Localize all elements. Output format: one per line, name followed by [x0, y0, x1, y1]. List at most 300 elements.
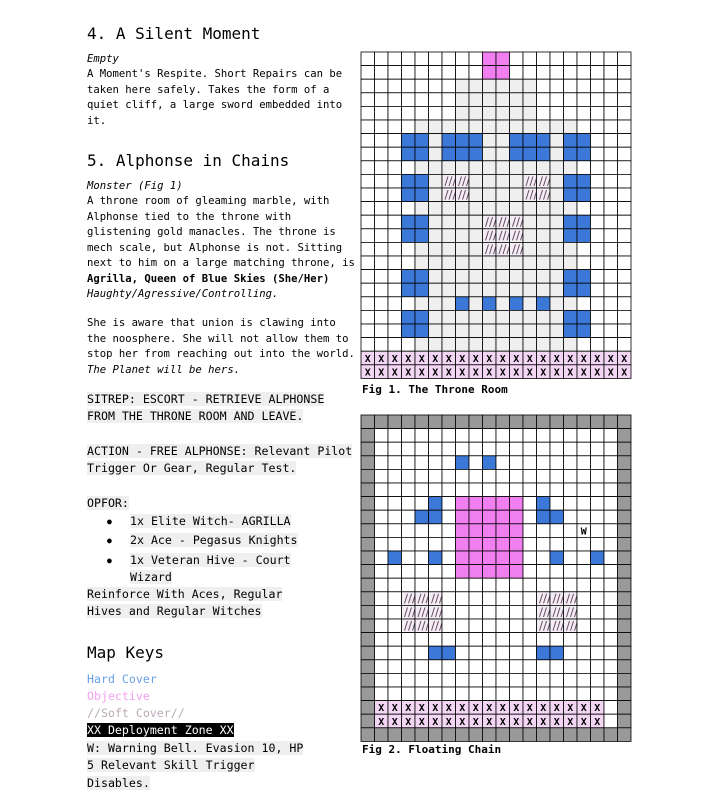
floor-cell	[496, 93, 510, 107]
map-cell	[550, 79, 564, 93]
map-cell	[469, 687, 483, 701]
map-cell	[510, 633, 524, 647]
map-cell	[375, 551, 389, 565]
map-cell	[456, 660, 470, 674]
hard-cover-cell	[550, 646, 564, 660]
hard-cover-cell	[415, 188, 429, 202]
map-cell	[388, 161, 402, 175]
map-cell	[523, 619, 537, 633]
map-cell	[361, 161, 375, 175]
border-cell	[469, 728, 483, 742]
map-cell	[442, 442, 456, 456]
map-cell	[577, 242, 591, 256]
map-cell	[523, 497, 537, 511]
floor-cell	[483, 134, 497, 148]
map-cell	[388, 174, 402, 188]
map-cell	[510, 52, 524, 66]
deployment-mark: X	[405, 367, 412, 379]
floor-cell	[483, 338, 497, 352]
border-cell	[537, 728, 551, 742]
hard-cover-cell	[577, 283, 591, 297]
hard-cover-cell	[402, 188, 416, 202]
map-cell	[591, 52, 605, 66]
map-cell	[375, 242, 389, 256]
map-cell	[415, 687, 429, 701]
floor-cell	[429, 174, 443, 188]
map-cell	[523, 578, 537, 592]
map-cell	[415, 429, 429, 443]
hard-cover-cell	[564, 283, 578, 297]
map-cell	[402, 524, 416, 538]
border-cell	[361, 673, 375, 687]
map-cell	[375, 66, 389, 80]
border-cell	[361, 429, 375, 443]
floor-cell	[523, 215, 537, 229]
map-cell	[604, 174, 618, 188]
key-hard-cover: Hard Cover	[87, 672, 157, 686]
border-cell	[618, 646, 632, 660]
hard-cover-cell	[564, 174, 578, 188]
map-cell	[442, 537, 456, 551]
map-cell	[591, 93, 605, 107]
map-cell	[442, 619, 456, 633]
map-cell	[618, 270, 632, 284]
map-cell	[618, 106, 632, 120]
floor-cell	[550, 229, 564, 243]
deployment-mark: X	[499, 353, 506, 365]
map-cell	[510, 483, 524, 497]
floor-cell	[510, 270, 524, 284]
objective-cell	[510, 551, 524, 565]
floor-cell	[415, 202, 429, 216]
map-cell	[604, 188, 618, 202]
floor-cell	[496, 270, 510, 284]
map-cell	[537, 79, 551, 93]
border-cell	[618, 592, 632, 606]
map-cell	[604, 619, 618, 633]
map-cell	[618, 324, 632, 338]
map-cell	[604, 120, 618, 134]
map-cell	[604, 134, 618, 148]
key-soft-cover: //Soft Cover//	[87, 706, 185, 720]
border-cell	[550, 728, 564, 742]
objective-cell	[469, 524, 483, 538]
map-cell	[604, 324, 618, 338]
map-cell	[564, 52, 578, 66]
floor-cell	[429, 188, 443, 202]
map-cell	[375, 297, 389, 311]
objective-cell	[496, 551, 510, 565]
map-cell	[496, 619, 510, 633]
map-cell	[415, 633, 429, 647]
border-cell	[618, 483, 632, 497]
map-cell	[577, 673, 591, 687]
map-cell	[388, 147, 402, 161]
deployment-mark: X	[391, 716, 398, 728]
floor-cell	[537, 338, 551, 352]
map-cell	[469, 605, 483, 619]
map-cell	[604, 256, 618, 270]
key-warning: W: Warning Bell. Evasion 10, HP 5 Relevant Skill Trigger Disables.	[87, 741, 304, 790]
map-cell	[388, 338, 402, 352]
border-cell	[361, 660, 375, 674]
map-cell	[618, 242, 632, 256]
floor-cell	[496, 79, 510, 93]
map-cell	[604, 297, 618, 311]
map-cell	[496, 673, 510, 687]
border-cell	[361, 701, 375, 715]
floor-cell	[442, 215, 456, 229]
floor-cell	[496, 161, 510, 175]
map-cell	[388, 283, 402, 297]
map-cell	[591, 310, 605, 324]
map-cell	[361, 174, 375, 188]
deployment-mark: X	[459, 716, 466, 728]
map-cell	[577, 592, 591, 606]
floor-cell	[456, 310, 470, 324]
deployment-mark: X	[499, 703, 506, 715]
border-cell	[591, 728, 605, 742]
objective-cell	[496, 510, 510, 524]
deployment-mark: X	[621, 353, 628, 365]
hard-cover-cell	[577, 134, 591, 148]
floor-cell	[550, 174, 564, 188]
map-cell	[375, 565, 389, 579]
floor-cell	[550, 297, 564, 311]
map-cell	[537, 456, 551, 470]
deployment-mark: X	[405, 716, 412, 728]
deployment-mark: X	[540, 716, 547, 728]
map-cell	[388, 52, 402, 66]
map-cell	[375, 578, 389, 592]
hard-cover-cell	[537, 510, 551, 524]
map-cell	[388, 229, 402, 243]
floor-cell	[537, 229, 551, 243]
map-cell	[442, 592, 456, 606]
map-cell	[591, 66, 605, 80]
map-cell	[402, 79, 416, 93]
character-name: Agrilla, Queen of Blue Skies (She/Her)	[87, 272, 330, 285]
map-cell	[469, 442, 483, 456]
map-cell	[591, 524, 605, 538]
map-cell	[577, 79, 591, 93]
deployment-mark: X	[621, 367, 628, 379]
deployment-mark: X	[418, 716, 425, 728]
throne-room-map	[360, 51, 632, 383]
floor-cell	[510, 283, 524, 297]
map-cell	[591, 215, 605, 229]
objective-cell	[510, 565, 524, 579]
objective-cell	[496, 565, 510, 579]
map-cell	[442, 469, 456, 483]
floor-cell	[456, 338, 470, 352]
map-cell	[577, 578, 591, 592]
map-cell	[564, 660, 578, 674]
map-cell	[375, 442, 389, 456]
floor-cell	[442, 161, 456, 175]
map-cell	[442, 93, 456, 107]
border-cell	[469, 415, 483, 429]
floor-cell	[496, 297, 510, 311]
map-cell	[361, 324, 375, 338]
border-cell	[496, 415, 510, 429]
floor-cell	[442, 242, 456, 256]
map-cell	[523, 592, 537, 606]
map-cell	[402, 578, 416, 592]
border-cell	[537, 415, 551, 429]
floor-cell	[496, 324, 510, 338]
map-cell	[429, 633, 443, 647]
map-cell	[604, 215, 618, 229]
floor-cell	[456, 202, 470, 216]
map-cell	[442, 456, 456, 470]
map-cell	[388, 106, 402, 120]
map-cell	[604, 283, 618, 297]
deployment-mark: X	[580, 716, 587, 728]
map-cell	[361, 134, 375, 148]
floor-cell	[442, 256, 456, 270]
floor-cell	[456, 256, 470, 270]
hard-cover-cell	[483, 456, 497, 470]
map-cell	[388, 215, 402, 229]
deployment-mark: X	[432, 716, 439, 728]
map-cell	[537, 565, 551, 579]
map-cell	[375, 633, 389, 647]
map-cell	[604, 66, 618, 80]
border-cell	[375, 415, 389, 429]
map-cell	[537, 106, 551, 120]
hard-cover-cell	[564, 215, 578, 229]
map-cell	[402, 469, 416, 483]
border-cell	[361, 646, 375, 660]
floor-cell	[442, 297, 456, 311]
map-cell	[523, 469, 537, 483]
hard-cover-cell	[591, 551, 605, 565]
border-cell	[577, 415, 591, 429]
map-cell	[388, 79, 402, 93]
floor-cell	[550, 270, 564, 284]
floor-cell	[537, 161, 551, 175]
map-cell	[591, 660, 605, 674]
map-cell	[577, 338, 591, 352]
map-cell	[550, 469, 564, 483]
border-cell	[496, 728, 510, 742]
map-cell	[375, 429, 389, 443]
map-cell	[415, 66, 429, 80]
map-cell	[456, 429, 470, 443]
floor-cell	[429, 134, 443, 148]
map-cell	[564, 565, 578, 579]
map-cell	[577, 161, 591, 175]
deployment-mark: X	[432, 353, 439, 365]
map-cell	[469, 52, 483, 66]
objective-cell	[483, 565, 497, 579]
map-cell	[510, 469, 524, 483]
map-cell	[388, 429, 402, 443]
map-cell	[415, 106, 429, 120]
deployment-mark: X	[526, 716, 533, 728]
floor-cell	[523, 283, 537, 297]
map-cell	[442, 79, 456, 93]
map-cell	[415, 469, 429, 483]
border-cell	[442, 415, 456, 429]
floor-cell	[550, 188, 564, 202]
floor-cell	[510, 106, 524, 120]
map-cell	[523, 605, 537, 619]
map-cell	[564, 93, 578, 107]
map-cell	[456, 619, 470, 633]
map-cell	[429, 456, 443, 470]
map-cell	[456, 469, 470, 483]
deployment-mark: X	[580, 367, 587, 379]
map-cell	[402, 256, 416, 270]
map-cell	[618, 256, 632, 270]
map-cell	[564, 429, 578, 443]
map-cell	[483, 578, 497, 592]
deployment-mark: X	[526, 703, 533, 715]
hard-cover-cell	[442, 646, 456, 660]
map-cell	[550, 483, 564, 497]
border-cell	[361, 537, 375, 551]
border-cell	[361, 456, 375, 470]
action: ACTION - FREE ALPHONSE: Relevant Pilot Trigger Or Gear, Regular Test.	[87, 444, 353, 476]
map-cell	[604, 714, 618, 728]
hard-cover-cell	[550, 551, 564, 565]
hard-cover-cell	[442, 134, 456, 148]
border-cell	[361, 592, 375, 606]
objective-cell	[469, 551, 483, 565]
map-cell	[375, 256, 389, 270]
map-cell	[618, 161, 632, 175]
border-cell	[618, 415, 632, 429]
map-cell	[402, 120, 416, 134]
map-cell	[618, 147, 632, 161]
map-cell	[361, 310, 375, 324]
floor-cell	[496, 256, 510, 270]
map-cell	[550, 66, 564, 80]
map-cell	[604, 310, 618, 324]
border-cell	[618, 442, 632, 456]
border-cell	[361, 565, 375, 579]
map-cell	[591, 442, 605, 456]
hard-cover-cell	[415, 324, 429, 338]
map-cell	[388, 469, 402, 483]
map-cell	[429, 483, 443, 497]
map-cell	[604, 633, 618, 647]
map-cell	[456, 687, 470, 701]
deployment-mark: X	[445, 716, 452, 728]
floor-cell	[523, 310, 537, 324]
map-cell	[510, 578, 524, 592]
map-cell	[591, 161, 605, 175]
map-cell	[361, 242, 375, 256]
floor-cell	[429, 338, 443, 352]
map-cell	[577, 633, 591, 647]
map-cell	[388, 660, 402, 674]
border-cell	[618, 701, 632, 715]
map-cell	[537, 673, 551, 687]
hard-cover-cell	[415, 229, 429, 243]
deployment-mark: X	[567, 367, 574, 379]
map-cell	[496, 646, 510, 660]
map-cell	[564, 524, 578, 538]
map-cell	[577, 297, 591, 311]
deployment-mark: X	[378, 353, 385, 365]
map-cell	[591, 242, 605, 256]
floor-cell	[469, 188, 483, 202]
border-cell	[456, 415, 470, 429]
map-cell	[388, 646, 402, 660]
floor-cell	[429, 120, 443, 134]
map-cell	[402, 52, 416, 66]
map-cell	[375, 215, 389, 229]
map-cell	[402, 106, 416, 120]
map-cell	[442, 52, 456, 66]
map-cell	[402, 297, 416, 311]
deployment-mark: X	[391, 703, 398, 715]
objective-cell	[483, 497, 497, 511]
opfor-list	[87, 513, 337, 586]
map-cell	[523, 510, 537, 524]
map-cell	[537, 52, 551, 66]
floor-cell	[429, 242, 443, 256]
border-cell	[361, 619, 375, 633]
map-cell	[604, 660, 618, 674]
map-cell	[591, 469, 605, 483]
hard-cover-cell	[456, 456, 470, 470]
floor-cell	[550, 338, 564, 352]
map-cell	[402, 537, 416, 551]
map-cell	[375, 469, 389, 483]
deployment-mark: X	[526, 353, 533, 365]
border-cell	[402, 415, 416, 429]
map-cell	[604, 202, 618, 216]
hard-cover-cell	[537, 497, 551, 511]
border-cell	[361, 510, 375, 524]
map-cell	[483, 429, 497, 443]
deployment-mark: X	[540, 367, 547, 379]
map-cell	[550, 497, 564, 511]
map-cell	[469, 578, 483, 592]
map-cell	[429, 66, 443, 80]
floor-cell	[523, 79, 537, 93]
floor-cell	[523, 229, 537, 243]
map-cell	[388, 297, 402, 311]
section-5-body-2	[87, 316, 355, 378]
objective-cell	[496, 537, 510, 551]
map-cell	[483, 619, 497, 633]
map-cell	[402, 633, 416, 647]
map-cell	[388, 565, 402, 579]
floor-cell	[415, 256, 429, 270]
map-cell	[442, 497, 456, 511]
map-cell	[402, 687, 416, 701]
map-cell	[496, 483, 510, 497]
map-cell	[591, 147, 605, 161]
map-cell	[591, 646, 605, 660]
map-cell	[604, 229, 618, 243]
hard-cover-cell	[510, 147, 524, 161]
map-cell	[375, 646, 389, 660]
floor-cell	[483, 283, 497, 297]
character-traits: Haughty/Agressive/Controlling.	[87, 288, 279, 300]
deployment-mark: X	[513, 716, 520, 728]
map-cell	[469, 633, 483, 647]
hard-cover-cell	[564, 324, 578, 338]
floor-cell	[564, 338, 578, 352]
map-cell	[361, 256, 375, 270]
map-cell	[550, 456, 564, 470]
